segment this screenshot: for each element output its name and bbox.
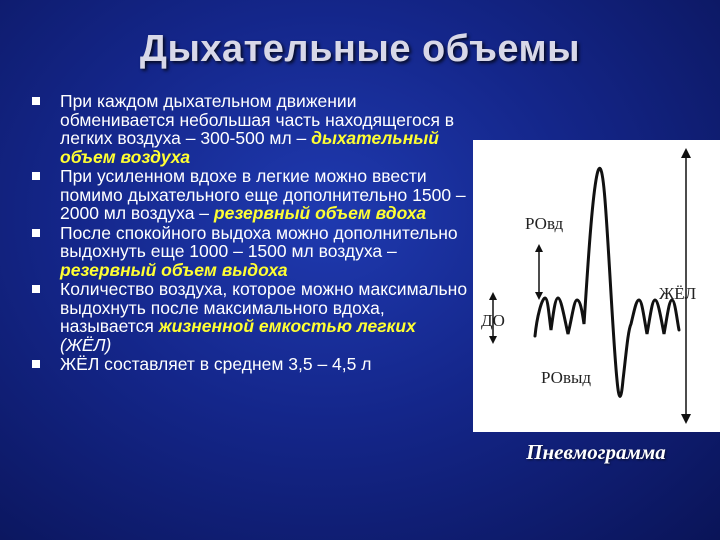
pneumogram-waveform xyxy=(535,168,679,396)
inspiratory-reserve-arrow xyxy=(535,244,543,300)
square-bullet-icon xyxy=(32,360,40,368)
bullet-text: При каждом дыхательном движении обменивается небольшая часть находящегося в легких воздуха – 300-500 мл – xyxy=(60,91,455,148)
bullet-item xyxy=(30,224,470,280)
pneumogram-figure xyxy=(473,140,720,432)
bullet-text: При усиленном вдохе в легкие можно ввести помимо дыхательного еще дополнительно 1500 – 2000 мл воздуха – xyxy=(60,166,466,223)
bullet-list xyxy=(30,92,470,375)
label-do: ДО xyxy=(481,311,505,330)
bullet-term: жизненной емкостью легких xyxy=(158,316,416,336)
square-bullet-icon xyxy=(32,229,40,237)
pneumogram-svg xyxy=(473,140,720,432)
square-bullet-icon xyxy=(32,97,40,105)
label-rovd: РОвд xyxy=(525,214,564,233)
label-zhel: ЖЁЛ xyxy=(659,284,697,303)
square-bullet-icon xyxy=(32,172,40,180)
bullet-item xyxy=(30,280,470,354)
bullet-item xyxy=(30,92,470,166)
bullet-term: дыхательный объем воздуха xyxy=(60,128,439,167)
square-bullet-icon xyxy=(32,285,40,293)
bullet-term: резервный объем выдоха xyxy=(60,259,288,280)
bullet-text: После спокойного выдоха можно дополнительно выдохнуть еще 1000 – 1500 мл воздуха – xyxy=(60,222,458,261)
figure-caption: Пневмограмма xyxy=(526,440,666,464)
slide-title: Дыхательные объемы xyxy=(139,28,581,70)
label-rovyd: РОвыд xyxy=(541,368,592,387)
bullet-text-suffix: (ЖЁЛ) xyxy=(60,334,112,355)
bullet-item xyxy=(30,355,470,374)
bullet-term: резервный объем вдоха xyxy=(213,203,427,223)
bullet-text: ЖЁЛ составляет в среднем 3,5 – 4,5 л xyxy=(60,354,372,374)
bullet-item xyxy=(30,167,470,223)
bullet-text: Количество воздуха, которое можно максимально выдохнуть после максимального вдоха, называется xyxy=(60,279,468,336)
